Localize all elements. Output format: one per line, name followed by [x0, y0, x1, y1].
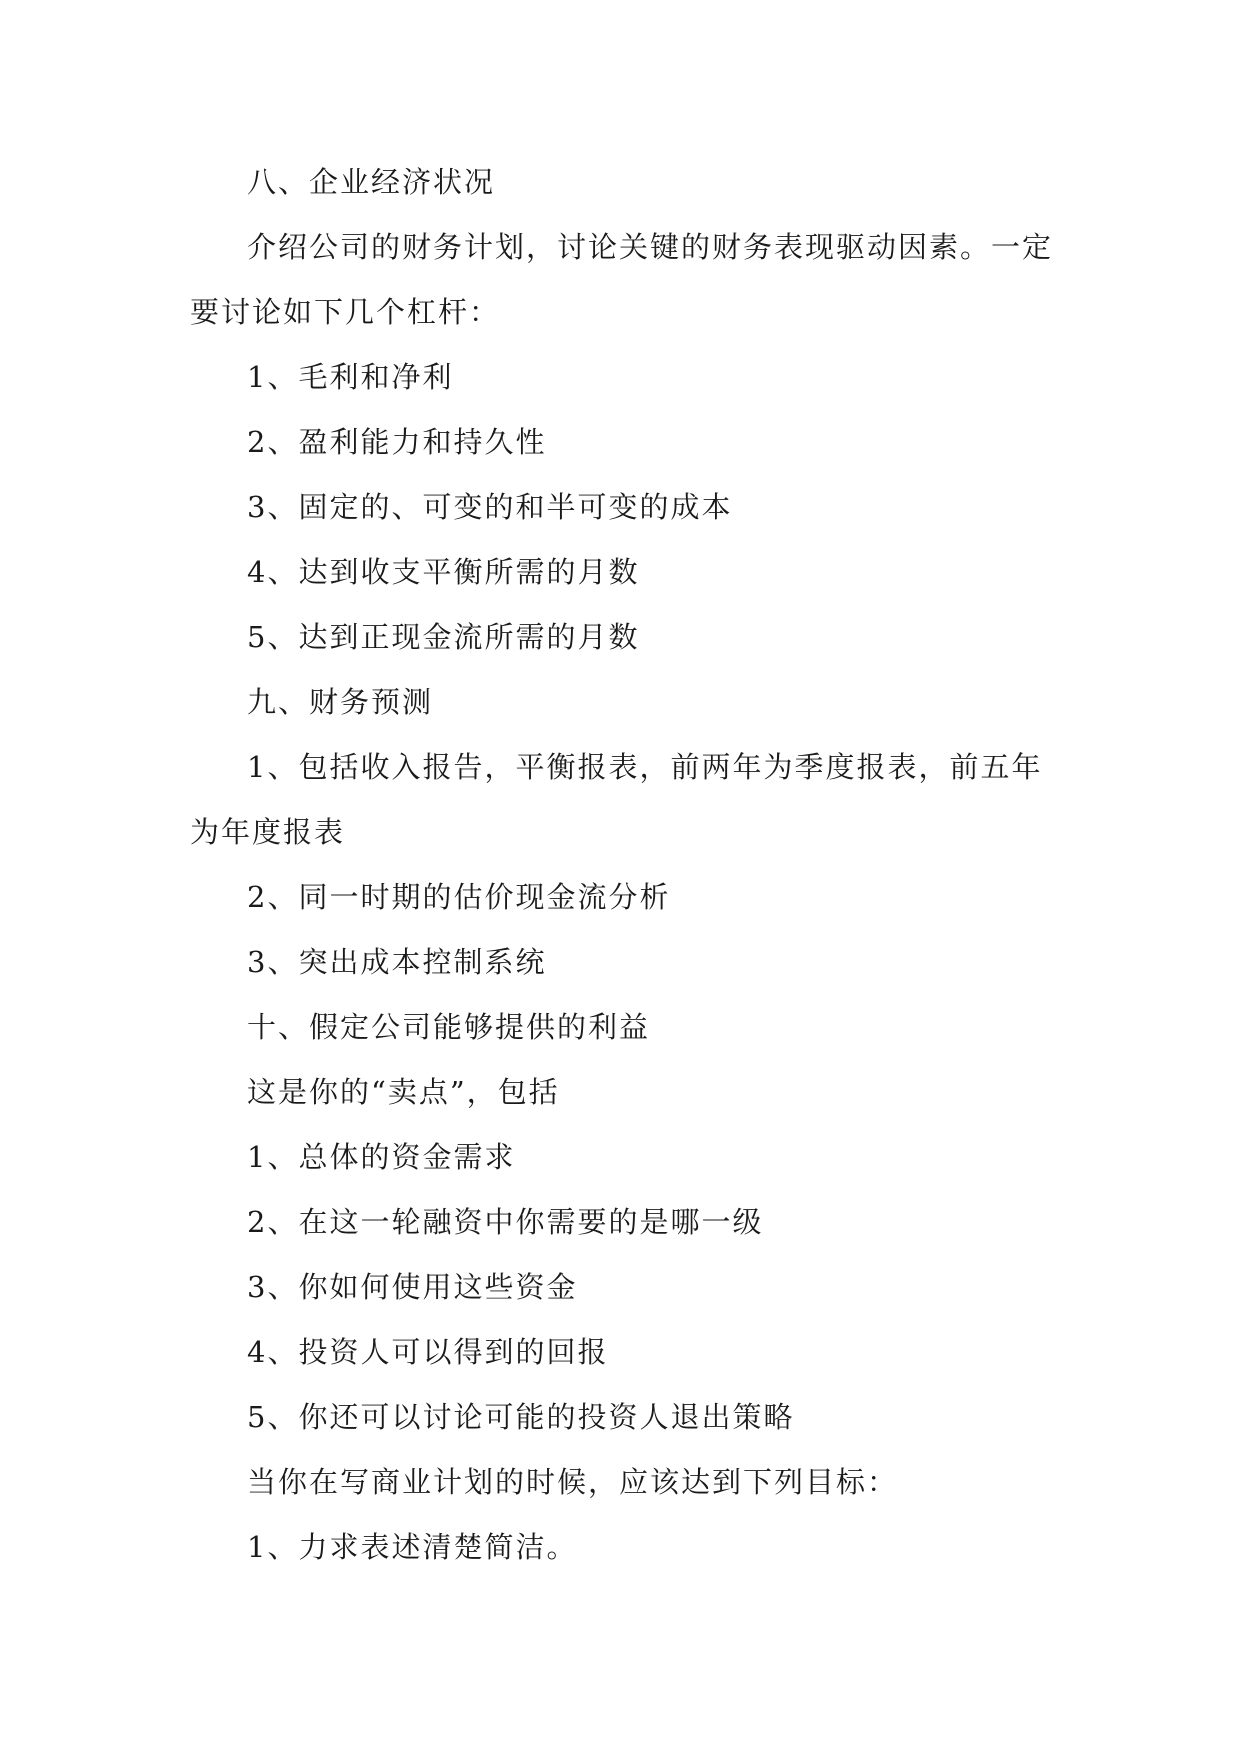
list-item: 2、在这一轮融资中你需要的是哪一级 [247, 1205, 764, 1239]
list-item: 4、达到收支平衡所需的月数 [247, 555, 640, 589]
list-item: 1、包括收入报告，平衡报表，前两年为季度报表，前五年为年度报表 [190, 750, 1043, 849]
list-item: 3、固定的、可变的和半可变的成本 [247, 490, 733, 524]
list-item: 3、突出成本控制系统 [247, 945, 547, 979]
paragraph-goals-intro: 当你在写商业计划的时候，应该达到下列目标： [247, 1465, 899, 1499]
section-heading-forecast: 九、财务预测 [247, 685, 434, 719]
list-item: 2、盈利能力和持久性 [247, 425, 547, 459]
list-item: 4、投资人可以得到的回报 [247, 1335, 609, 1369]
list-item: 5、达到正现金流所需的月数 [247, 620, 640, 654]
list-item: 1、力求表述清楚简洁。 [247, 1530, 578, 1564]
paragraph-financial-plan-intro: 介绍公司的财务计划，讨论关键的财务表现驱动因素。一定要讨论如下几个杠杆： [190, 230, 1054, 329]
document-body [190, 150, 1060, 1580]
list-item: 1、毛利和净利 [247, 360, 454, 394]
list-item: 3、你如何使用这些资金 [247, 1270, 578, 1304]
paragraph-selling-point: 这是你的“卖点”，包括 [247, 1075, 560, 1109]
list-item: 1、总体的资金需求 [247, 1140, 516, 1174]
list-item: 5、你还可以讨论可能的投资人退出策略 [247, 1400, 795, 1434]
section-heading-benefits: 十、假定公司能够提供的利益 [247, 1010, 651, 1044]
list-item: 2、同一时期的估价现金流分析 [247, 880, 671, 914]
section-heading-economics: 八、企业经济状况 [247, 165, 496, 199]
